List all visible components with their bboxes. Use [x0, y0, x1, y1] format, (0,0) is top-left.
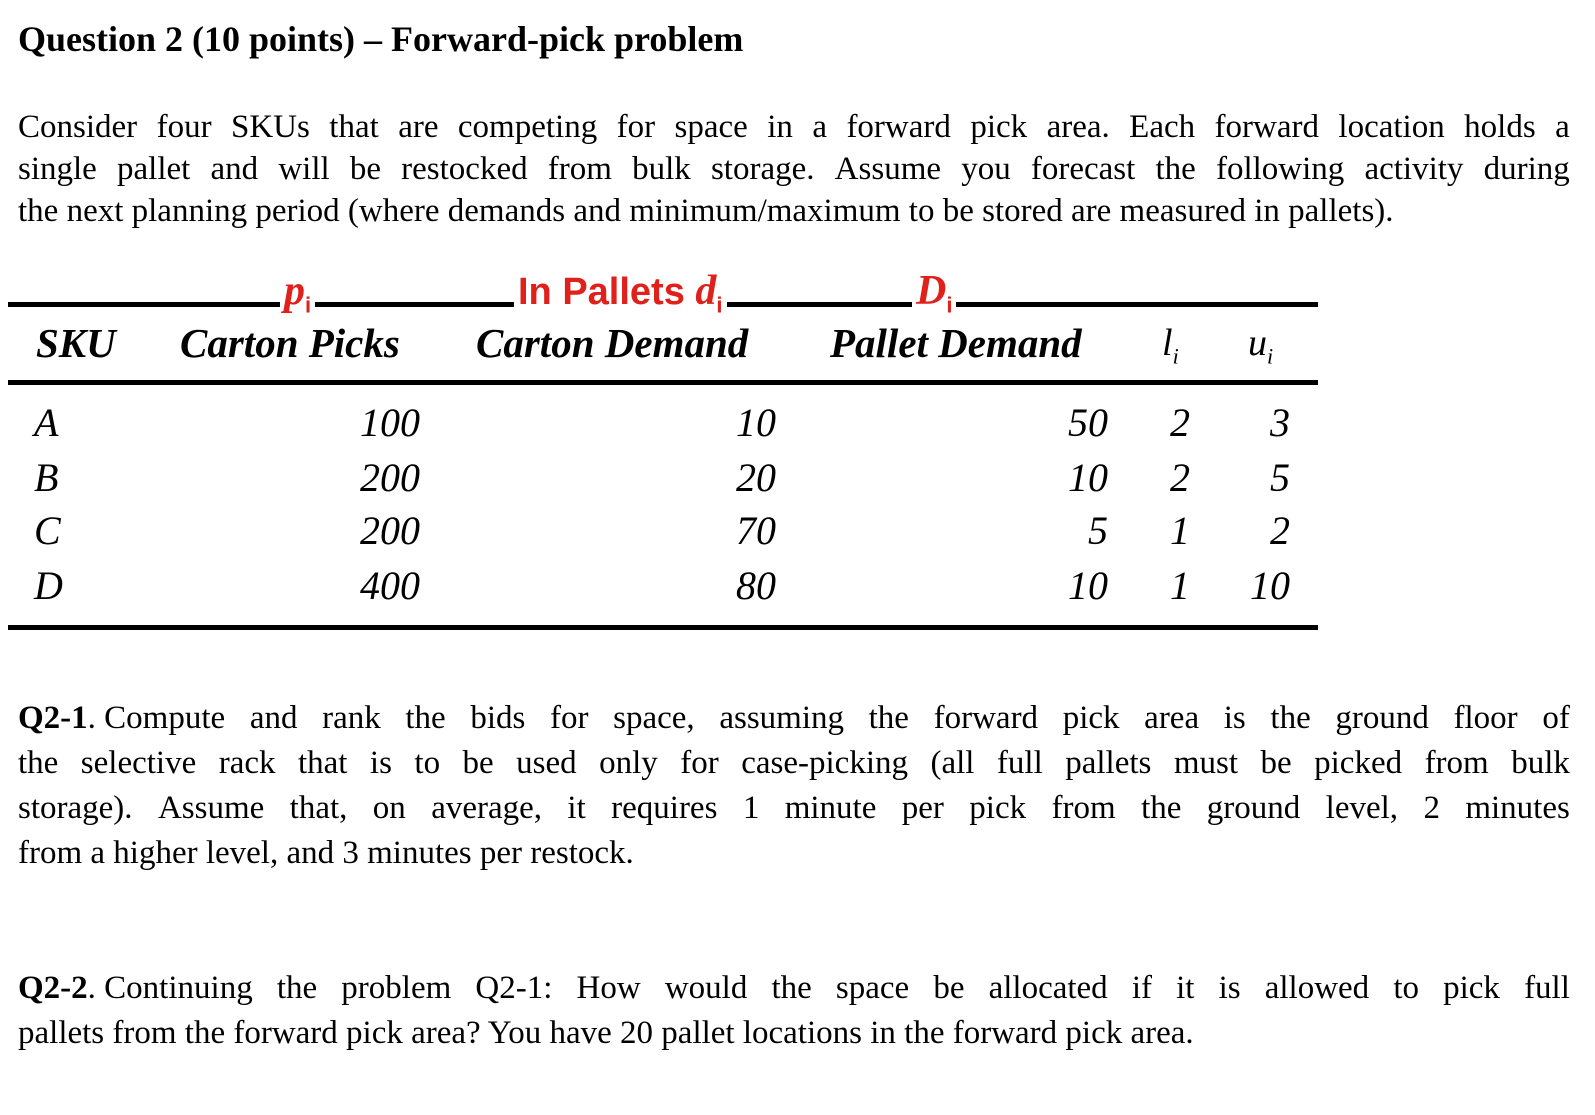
cell-l: 1 — [1170, 563, 1190, 608]
word: to — [414, 745, 441, 781]
word: requires — [611, 790, 718, 826]
word: forward — [846, 109, 951, 145]
q2-1-line-2 — [18, 741, 1570, 786]
word: to — [1393, 970, 1419, 1006]
word: if — [1131, 970, 1152, 1006]
word: be — [1260, 745, 1292, 781]
word: the — [276, 970, 318, 1006]
word: Consider — [18, 109, 138, 145]
word: storage). — [18, 790, 133, 826]
word: that — [297, 745, 348, 781]
word: are — [398, 109, 439, 145]
word: is — [1218, 970, 1241, 1006]
word: single — [18, 151, 97, 187]
q2-2-label: Q2-2 — [18, 970, 88, 1006]
word: is — [369, 745, 392, 781]
q2-1-label: Q2-1 — [18, 700, 88, 736]
cell-pallet-demand: 10 — [1068, 563, 1108, 608]
word: that — [329, 109, 379, 145]
word: picked — [1314, 745, 1403, 781]
cell-sku: A — [34, 400, 59, 445]
q2-1-line-4: from a higher level, and 3 minutes per restock. — [18, 835, 634, 871]
word: activity — [1364, 151, 1464, 187]
word: for — [550, 700, 589, 736]
word: problem — [341, 970, 452, 1006]
word: full — [996, 745, 1043, 781]
word: level, — [1325, 790, 1399, 826]
word: allowed — [1264, 970, 1370, 1006]
word: only — [599, 745, 658, 781]
word: that, — [289, 790, 348, 826]
word: case-picking — [741, 745, 908, 781]
word: it — [1176, 970, 1195, 1006]
word: pick — [1062, 700, 1120, 736]
word: floor — [1453, 700, 1518, 736]
question-title: Question 2 (10 points) – Forward-pick problem — [18, 19, 744, 59]
word: a — [812, 109, 828, 145]
cell-u: 2 — [1270, 508, 1290, 553]
annotation-p-i: $p_i$ — [280, 266, 315, 331]
word: forecast — [1030, 151, 1136, 187]
word: pick — [970, 109, 1028, 145]
cell-carton-demand: 80 — [736, 563, 776, 608]
cell-pallet-demand: 50 — [1068, 400, 1108, 445]
word: the — [1141, 790, 1182, 826]
cell-carton-demand: 20 — [736, 455, 776, 500]
word: 1 — [742, 790, 760, 826]
word: pallets — [1065, 745, 1152, 781]
word: restocked — [401, 151, 528, 187]
word: will — [278, 151, 330, 187]
word: four — [156, 109, 212, 145]
header-l-i: $l_i$ — [1162, 322, 1179, 369]
word: rack — [218, 745, 276, 781]
word: from — [547, 151, 612, 187]
table-header-rule — [8, 380, 1318, 385]
word: bids — [470, 700, 526, 736]
cell-pallet-demand: 10 — [1068, 455, 1108, 500]
word: be — [462, 745, 494, 781]
word: it — [567, 790, 586, 826]
q2-2-line-1: Q2-2. Continuing the problem Q2-1: How would the space be allocated if it is allowed to pick full — [18, 966, 1570, 1011]
word: ground — [1335, 700, 1429, 736]
intro-line-3: the next planning period (where demands and minimum/maximum to be stored are measured in pallets). — [18, 193, 1394, 229]
table-bottom-rule — [8, 625, 1318, 630]
word: Assume — [157, 790, 265, 826]
word: and — [210, 151, 259, 187]
word: space — [835, 970, 910, 1006]
word: be — [933, 970, 965, 1006]
word: average, — [431, 790, 543, 826]
q2-2-line-2: pallets from the forward pick area? You have 20 pallet locations in the forward pick area. — [18, 1015, 1194, 1051]
header-carton-demand: Carton Demand — [476, 320, 749, 366]
cell-l: 1 — [1170, 508, 1190, 553]
word: location — [1338, 109, 1445, 145]
word: the — [868, 700, 909, 736]
cell-u: 5 — [1270, 455, 1290, 500]
word: assuming — [719, 700, 844, 736]
word: area — [1144, 700, 1200, 736]
header-pallet-demand: Pallet Demand — [830, 320, 1082, 366]
cell-sku: D — [34, 563, 63, 608]
q2-1-paragraph — [18, 696, 1570, 876]
word: rank — [322, 700, 381, 736]
word: forward — [933, 700, 1039, 736]
word: and — [249, 700, 298, 736]
word: SKUs — [231, 109, 310, 145]
word: area. — [1046, 109, 1110, 145]
q2-2-paragraph — [18, 966, 1570, 1056]
word: minute — [784, 790, 877, 826]
intro-paragraph — [18, 106, 1570, 232]
intro-line-1 — [18, 106, 1570, 148]
word: must — [1173, 745, 1239, 781]
word: space — [674, 109, 748, 145]
word: following — [1215, 151, 1345, 187]
word: How — [576, 970, 641, 1006]
cell-picks: 200 — [360, 508, 420, 553]
word: be — [349, 151, 381, 187]
cell-u: 3 — [1270, 400, 1290, 445]
header-sku: SKU — [36, 320, 116, 366]
word: during — [1483, 151, 1570, 187]
word: minutes — [1465, 790, 1570, 826]
cell-sku: C — [34, 508, 61, 553]
word: ground — [1206, 790, 1301, 826]
cell-pallet-demand: 5 — [1088, 508, 1108, 553]
cell-picks: 100 — [360, 400, 420, 445]
word: bulk — [1511, 745, 1570, 781]
q2-1-line-1: Q2-1. Compute and rank the bids for space, assuming the forward pick area is the ground floor of — [18, 696, 1570, 741]
word: 2 — [1423, 790, 1440, 826]
word: used — [516, 745, 577, 781]
header-carton-picks: Carton Picks — [180, 320, 400, 366]
cell-carton-demand: 10 — [736, 400, 776, 445]
cell-sku: B — [34, 455, 59, 500]
cell-l: 2 — [1170, 400, 1190, 445]
word: on — [372, 790, 406, 826]
cell-carton-demand: 70 — [736, 508, 776, 553]
word: (all — [930, 745, 975, 781]
word: of — [1542, 700, 1570, 736]
word: Q2-1: — [475, 970, 553, 1006]
word: storage. — [710, 151, 815, 187]
cell-picks: 200 — [360, 455, 420, 500]
header-u-i: $u_i$ — [1248, 322, 1274, 369]
word: competing — [457, 109, 598, 145]
annotation-D-i: $D_i$ — [912, 266, 956, 331]
word: you — [961, 151, 1011, 187]
word: forward — [1214, 109, 1319, 145]
word: the — [771, 970, 812, 1006]
word: per — [901, 790, 944, 826]
annotation-in-pallets-d-i: In Pallets $d_i$ — [514, 266, 727, 331]
q2-1-line-3 — [18, 786, 1570, 831]
word: allocated — [988, 970, 1108, 1006]
word: space, — [613, 700, 695, 736]
word: pick — [969, 790, 1027, 826]
word: bulk — [632, 151, 691, 187]
cell-picks: 400 — [360, 563, 420, 608]
word: in — [767, 109, 793, 145]
word: a — [1555, 109, 1570, 145]
word: the — [18, 745, 59, 781]
intro-line-2 — [18, 148, 1570, 190]
word: for — [616, 109, 656, 145]
word: from — [1424, 745, 1489, 781]
word: the — [1270, 700, 1311, 736]
word: pallet — [117, 151, 191, 187]
word: would — [664, 970, 748, 1006]
word: is — [1223, 700, 1246, 736]
word: selective — [80, 745, 197, 781]
word: pick — [1443, 970, 1500, 1006]
cell-u: 10 — [1250, 563, 1290, 608]
word: the — [405, 700, 446, 736]
word: the — [1155, 151, 1196, 187]
cell-l: 2 — [1170, 455, 1190, 500]
word: Each — [1129, 109, 1196, 145]
word: full — [1524, 970, 1570, 1006]
word: from — [1051, 790, 1116, 826]
word: Assume — [834, 151, 942, 187]
word: for — [680, 745, 719, 781]
word: holds — [1464, 109, 1536, 145]
